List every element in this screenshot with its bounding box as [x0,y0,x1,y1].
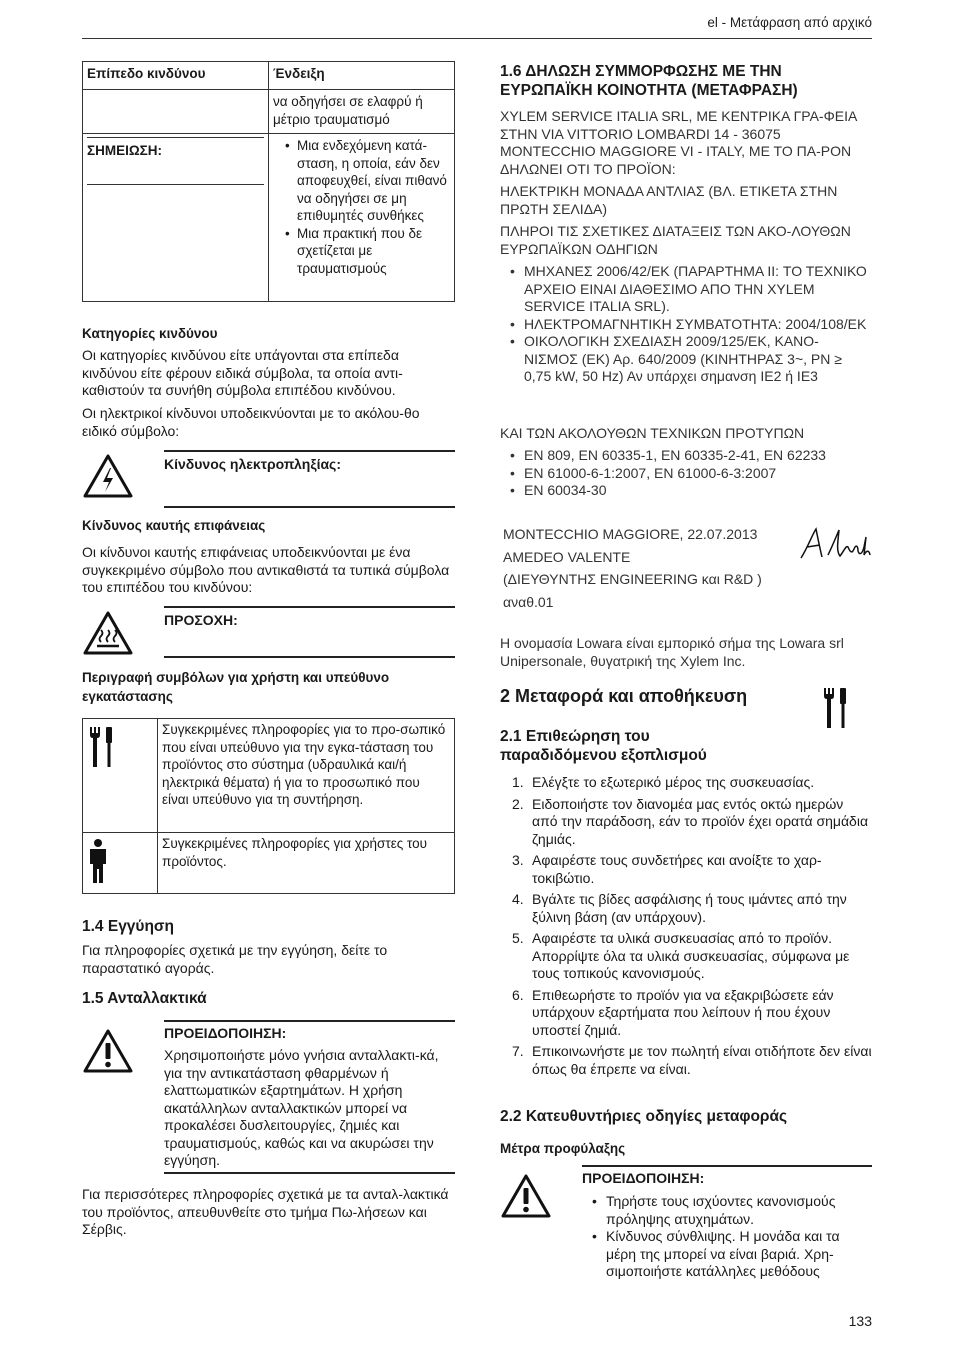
trademark-note: Η ονομασία Lowara είναι εμπορικό σήμα της Lowara srl Unipersonale, θυγατρική της Xylem Inc. [500,635,844,669]
caution-block [82,606,455,660]
signature-block [503,523,762,613]
list-item: • Τηρήστε τους ισχύοντες κανονισμούς πρόληψης ατυχημάτων. [582,1193,872,1228]
symbols-row-user: Συγκεκριμένες πληροφορίες για χρήστες του προϊόντος. [158,833,455,894]
signature-role: (ΔΙΕΥΘΥΝΤΗΣ ENGINEERING και R&D ) [503,571,762,587]
note-label: ΣΗΜΕΙΩΣΗ: [87,143,163,158]
signature-place-date: MONTECCHIO MAGGIORE, 22.07.2013 [503,526,758,542]
inspection-steps [500,774,872,1082]
paragraph: XYLEM SERVICE ITALIA SRL, ΜΕ ΚΕΝΤΡΙΚΑ ΓΡΑ-ΦΕΙΑ ΣΤΗΝ VIA VITTORIO LOMBARDI 14 - 36075 MONTECCHIO MAGGIORE VI - ITALY, ΜΕ ΤΟ ΠΑ-ΡΟΝ ΔΗΛΩΝΕΙ ΟΤΙ ΤΟ ΠΡΟΪΟΝ: [500,108,857,177]
precautions-title: Μέτρα προφύλαξης [500,1141,626,1156]
paragraph: Οι κίνδυνοι καυτής επιφάνειας υποδεικνύονται με ένα συγκεκριμένο σύμβολο που αντικαθιστά τα τυπικά σύμβολα του επιπέδου του κινδύνου: [82,544,450,595]
warning-icon [82,1028,134,1074]
header-rule [82,38,872,39]
list-item: • EN 61000-6-1:2007, EN 61000-6-3:2007 [500,465,872,483]
tools-icon-cell [83,719,158,833]
declaration-title-line1: 1.6 ΔΗΛΩΣΗ ΣΥΜΜΟΡΦΩΣΗΣ ΜΕ ΤΗΝ [500,63,782,80]
inspection-title-line2: παραδιδόμενου εξοπλισμού [500,747,707,764]
page-number: 133 [848,1313,872,1329]
signature-name: AMEDEO VALENTE [503,548,631,565]
table-header-indication: Ένδειξη [269,62,455,90]
symbols-table [82,718,455,894]
list-item: • EN 809, EN 60335-1, EN 60335-2-41, EN 62233 [500,447,872,465]
hazard-categories-title: Κατηγορίες κινδύνου [82,326,218,341]
symbols-row-installer: Συγκεκριμένες πληροφορίες για το προ-σωπικό που είναι υπεύθυνο για την εγκα-τάσταση του προϊόντος στο σύστημα (υδραυλικά και/ή ηλεκτρικά θέματα) ή για το προσωπικό που είναι υπεύθυνο για τη συντήρηση. [158,719,455,833]
inspection-title [500,727,707,765]
list-item: 4. Βγάλτε τις βίδες ασφάλισης ή τους ιμάντες από την ξύλινη βάση (αν υπάρχουν). [512,891,847,925]
list-item: 1. Ελέγξτε το εξωτερικό μέρος της συσκευασίας. [512,774,815,790]
handwritten-signature [798,525,872,563]
page-header: el - Μετάφραση από αρχικό [707,15,872,30]
paragraph: Για περισσότερες πληροφορίες σχετικά με τα ανταλ-λακτικά του προϊόντος, απευθυνθείτε στο τμήμα Πω-λήσεων και Σέρβις. [82,1186,449,1237]
list-item: 7. Επικοινωνήστε με τον πωλητή είναι οτιδήποτε δεν είναι όπως θα έπρεπε να είναι. [512,1043,872,1077]
table-cell-indication: να οδηγήσει σε ελαφρύ ή μέτριο τραυματισμό [269,90,455,134]
list-item: 5. Αφαιρέστε τα υλικά συσκευασίας από το προϊόν. Απορρίψτε όλα τα υλικά συσκευασίας, σύμφωνα με τους τοπικούς κανονισμούς. [512,930,850,981]
warning-items [582,1193,872,1281]
transport-warning [500,1165,872,1285]
symbols-title: Περιγραφή συμβόλων για χρήστη και υπεύθυνο εγκατάστασης [82,670,390,704]
directives-list [500,263,872,386]
paragraph: ΗΛΕΚΤΡΙΚΗ ΜΟΝΑΔΑ ΑΝΤΛΙΑΣ (ΒΛ. ΕΤΙΚΕΤΑ ΣΤΗΝ ΠΡΩΤΗ ΣΕΛΙΔΑ) [500,183,838,217]
spare-parts-title: 1.5 Ανταλλακτικά [82,990,207,1007]
paragraph: Οι κατηγορίες κινδύνου είτε υπάγονται στα επίπεδα κινδύνου είτε φέρουν ειδικά σύμβολα, τα οποία αντι-καθιστούν τα συνήθη σύμβολα επιπέδου κινδύνου. [82,347,403,398]
risk-level-table [82,61,455,302]
table-header-level: Επίπεδο κινδύνου [83,62,269,90]
caution-label: ΠΡΟΣΟΧΗ: [164,612,238,628]
hot-surface-title: Κίνδυνος καυτής επιφάνειας [82,518,266,533]
warning-label: ΠΡΟΕΙΔΟΠΟΙΗΣΗ: [582,1170,705,1186]
tools-icon [820,686,850,730]
electric-hazard-label: Κίνδυνος ηλεκτροπληξίας: [164,456,342,472]
table-cell-empty [83,90,269,134]
list-item: • Μια ενδεχόμενη κατά-σταση, η οποία, εάν δεν αποφευχθεί, είναι πιθανό να οδηγήσει σε μη επιθυμητές συνθήκες [273,137,450,225]
user-icon-cell [83,833,158,894]
list-item: • Μια πρακτική που δε σχετίζεται με τραυματισμούς [273,225,450,278]
electric-hazard-icon [82,453,134,499]
hot-surface-icon [82,610,134,656]
warning-label: ΠΡΟΕΙΔΟΠΟΙΗΣΗ: [164,1025,287,1041]
declaration-title-line2: ΕΥΡΩΠΑΪΚΗ ΚΟΙΝΟΤΗΤΑ (ΜΕΤΑΦΡΑΣΗ) [500,82,798,99]
transport-guide-title: 2.2 Κατευθυντήριες οδηγίες μεταφοράς [500,1108,788,1125]
list-item: • EN 60034-30 [500,482,872,500]
tools-icon [87,725,115,769]
warning-icon [500,1173,552,1219]
warranty-title: 1.4 Εγγύηση [82,918,174,935]
user-icon [87,839,109,885]
list-item: • ΜΗΧΑΝΕΣ 2006/42/ΕΚ (ΠΑΡΑΡΤΗΜΑ II: ΤΟ ΤΕΧΝΙΚΟ ΑΡΧΕΙΟ ΕΙΝΑΙ ΔΙΑΘΕΣΙΜΟ ΑΠΟ ΤΗΝ XYLEM SERVICE ITALIA SRL). [500,263,872,316]
declaration-title [500,62,872,100]
list-item: 3. Αφαιρέστε τους συνδετήρες και ανοίξτε το χαρ-τοκιβώτιο. [512,852,822,886]
list-item: 2. Ειδοποιήστε τον διανομέα μας εντός οκτώ ημερών από την παράδοση, εάν το προϊόν έχει ορατά σημάδια ζημιάς. [512,795,869,847]
list-item: 6. Επιθεωρήστε το προϊόν για να εξακριβώσετε εάν υπάρχουν εξαρτήματα που λείπουν ή που έχουν υποστεί ζημιά. [512,986,834,1038]
warning-text: Χρησιμοποιήστε μόνο γνήσια ανταλλακτι-κά, για την αντικατάσταση φθαρμένων ή ελαττωματικών εξαρτημάτων. Η χρήση ακατάλληλων ανταλλακτικών μπορεί να προκαλέσει δυσλειτουργίες, ζημιές και τραυματισμούς, καθώς και να ακυρώσει την εγγύηση. [164,1047,439,1168]
paragraph: Για πληροφορίες σχετικά με την εγγύηση, δείτε το παραστατικό αγοράς. [82,942,388,976]
electric-hazard-block [82,450,455,510]
paragraph: ΠΛΗΡΟΙ ΤΙΣ ΣΧΕΤΙΚΕΣ ΔΙΑΤΑΞΕΙΣ ΤΩΝ ΑΚΟ-ΛΟΥΘΩΝ ΕΥΡΩΠΑΪΚΩΝ ΟΔΗΓΙΩΝ [500,223,851,257]
paragraph: Οι ηλεκτρικοί κίνδυνοι υποδεικνύονται με το ακόλου-θο ειδικό σύμβολο: [82,405,420,439]
paragraph: ΚΑΙ ΤΩΝ ΑΚΟΛΟΥΘΩΝ ΤΕΧΝΙΚΩΝ ΠΡΟΤΥΠΩΝ [500,425,805,441]
note-items-cell [269,134,455,302]
standards-list [500,447,872,500]
spare-parts-warning [82,1020,455,1172]
revision: αναθ.01 [503,593,554,610]
note-cell [83,134,269,302]
list-item: • ΗΛΕΚΤΡΟΜΑΓΝΗΤΙΚΗ ΣΥΜΒΑΤΟΤΗΤΑ: 2004/108/ΕΚ [500,316,872,334]
transport-title: 2 Μεταφορά και αποθήκευση [500,686,748,706]
inspection-title-line1: 2.1 Επιθεώρηση του [500,728,650,745]
list-item: • ΟΙΚΟΛΟΓΙΚΗ ΣΧΕΔΙΑΣΗ 2009/125/ΕΚ, ΚΑΝΟ-ΝΙΣΜΟΣ (ΕΚ) Αρ. 640/2009 (ΚΙΝΗΤΗΡΑΣ 3~, PN ≥ 0,75 kW, 50 Hz) Αν υπάρχει σημανση IE2 ή IE3 [500,333,872,386]
list-item: • Κίνδυνος σύνθλιψης. Η μονάδα και τα μέρη της μπορεί να είναι βαριά. Χρη-σιμοποιήστε κατάλληλες μεθόδους [582,1228,872,1281]
